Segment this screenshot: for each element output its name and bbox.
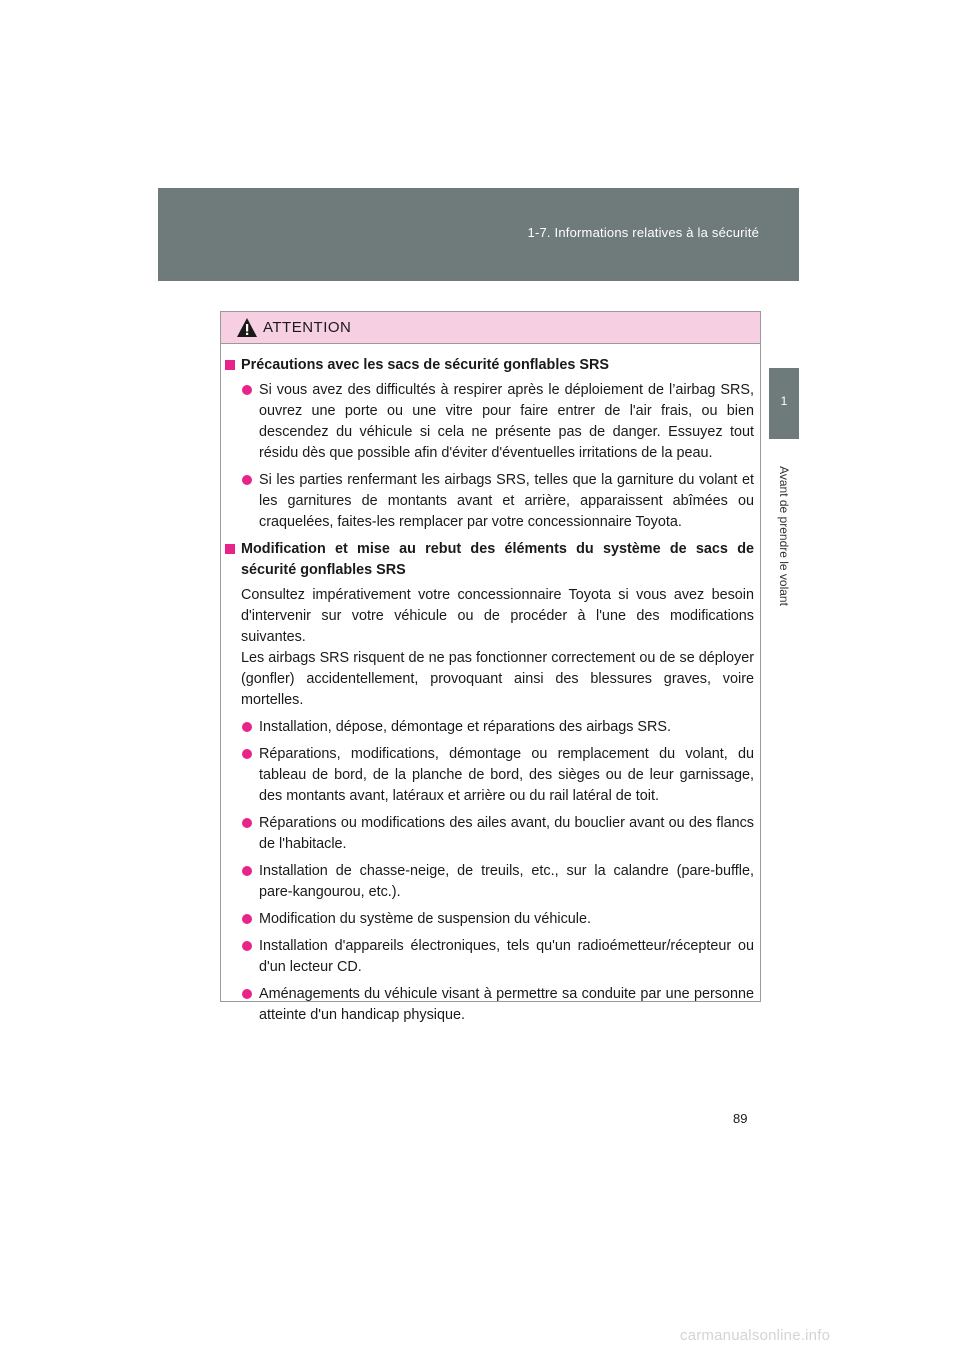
round-bullet-icon: [242, 866, 252, 876]
round-bullet-icon: [242, 475, 252, 485]
list-item-text: Installation, dépose, démontage et réparations des airbags SRS.: [259, 719, 671, 735]
list-item-text: Modification du système de suspension du véhicule.: [259, 911, 591, 927]
chapter-number: 1: [780, 394, 788, 408]
paragraph-text: Consultez impérativement votre concessionnaire Toyota si vous avez besoin d'intervenir sur votre véhicule ou de procéder à l'une des modifications suivantes.: [241, 587, 754, 645]
list-item: [225, 936, 754, 978]
list-item: [225, 380, 754, 464]
paragraph: [225, 585, 754, 711]
chapter-title: 1-7. Informations relatives à la sécurité: [527, 225, 759, 240]
chapter-side-label-area: [769, 448, 799, 623]
warning-triangle-icon: [236, 317, 258, 338]
chapter-header-band: [158, 188, 799, 281]
list-item: [225, 909, 754, 930]
list-item: [225, 744, 754, 807]
warning-title: ATTENTION: [263, 319, 352, 336]
round-bullet-icon: [242, 722, 252, 732]
list-item-text: Réparations ou modifications des ailes avant, du bouclier avant ou des flancs de l'habitacle.: [259, 815, 754, 852]
warning-header: [221, 312, 760, 344]
chapter-side-tab: [769, 368, 799, 439]
chapter-side-label: Avant de prendre le volant: [777, 465, 791, 606]
square-bullet-icon: [225, 360, 235, 370]
section-title-text: Modification et mise au rebut des éléments du système de sacs de sécurité gonflables SRS: [241, 541, 754, 578]
round-bullet-icon: [242, 989, 252, 999]
list-item: [225, 717, 754, 738]
list-item-text: Aménagements du véhicule visant à permettre sa conduite par une personne atteinte d'un handicap physique.: [259, 986, 754, 1023]
section-title-text: Précautions avec les sacs de sécurité gonflables SRS: [241, 357, 609, 373]
site-watermark: carmanualsonline.info: [680, 1327, 831, 1344]
list-item-text: Si les parties renfermant les airbags SRS, telles que la garniture du volant et les garnitures de montants avant et arrière, apparaissent abîmées ou craquelées, faites-les remplacer par votre concessionnaire Toyota.: [259, 472, 754, 530]
list-item: [225, 813, 754, 855]
round-bullet-icon: [242, 941, 252, 951]
section-title-srs-precautions: [225, 355, 754, 376]
section-title-modification: [225, 539, 754, 581]
square-bullet-icon: [225, 544, 235, 554]
list-item-text: Installation de chasse-neige, de treuils, etc., sur la calandre (pare-buffle, pare-kangourou, etc.).: [259, 863, 754, 900]
round-bullet-icon: [242, 749, 252, 759]
list-item-text: Si vous avez des difficultés à respirer après le déploiement de l’airbag SRS, ouvrez une porte ou une vitre pour faire entrer de l'air frais, ou bien descendez du véhicule si cela ne présente pas de danger. Essuyez tout résidu dès que possible afin d'éviter d'éventuelles irritations de la peau.: [259, 382, 754, 461]
paragraph-text: Les airbags SRS risquent de ne pas fonctionner correctement ou de se déployer (gonfler) accidentellement, provoquant ainsi des blessures graves, voire mortelles.: [241, 650, 754, 708]
round-bullet-icon: [242, 914, 252, 924]
list-item-text: Réparations, modifications, démontage ou remplacement du volant, du tableau de bord, de la planche de bord, des sièges ou de leur garnissage, des montants avant, latéraux et arrière ou du rail latéral de toit.: [259, 746, 754, 804]
page-number: 89: [733, 1111, 748, 1126]
list-item: [225, 861, 754, 903]
list-item: [225, 470, 754, 533]
list-item-text: Installation d'appareils électroniques, tels qu'un radioémetteur/récepteur ou d'un lecteur CD.: [259, 938, 754, 975]
warning-body: [221, 344, 760, 1026]
round-bullet-icon: [242, 818, 252, 828]
list-item: [225, 984, 754, 1026]
warning-box: [220, 311, 761, 1023]
round-bullet-icon: [242, 385, 252, 395]
